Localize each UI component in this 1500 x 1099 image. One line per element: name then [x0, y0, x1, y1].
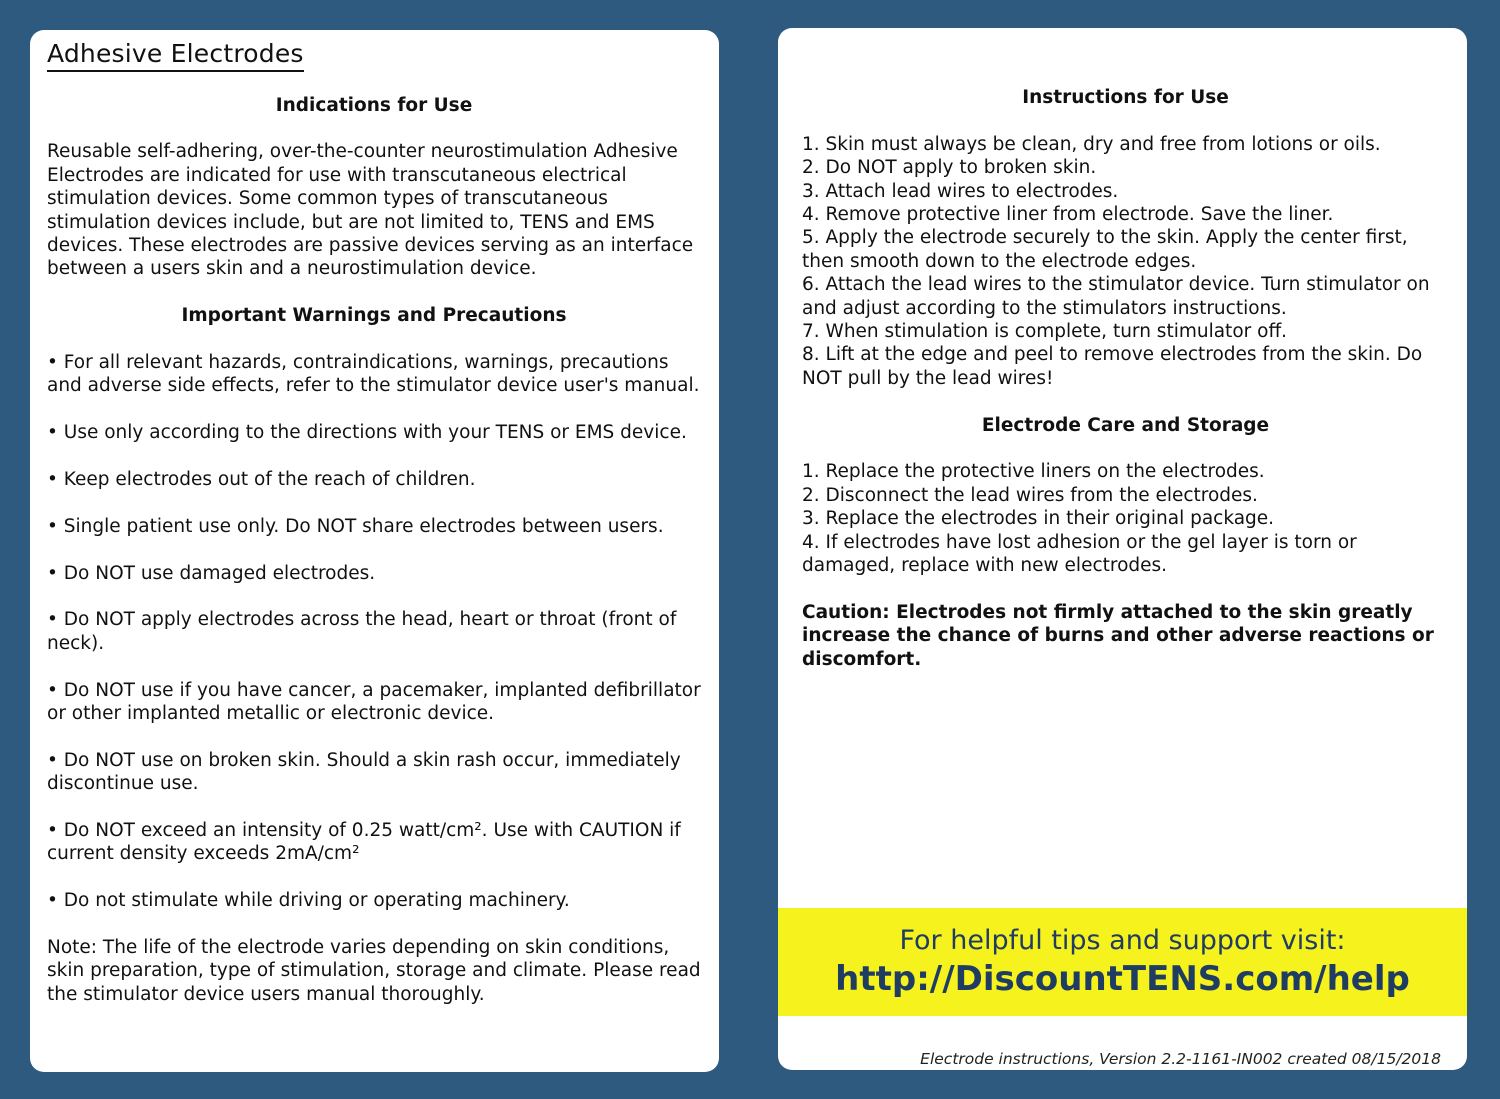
support-banner: [778, 908, 1467, 1016]
spacer: [47, 72, 701, 94]
care-step: 2. Disconnect the lead wires from the electrodes.: [802, 484, 1258, 506]
instruction-step: 6. Attach the lead wires to the stimulator device. Turn stimulator on and adjust according to the stimulators instructions.: [802, 274, 1430, 319]
spacer: [47, 398, 701, 421]
warning-item: • Do NOT apply electrodes across the head, heart or throat (front of neck).: [47, 609, 677, 654]
instructions-list: [802, 133, 1449, 390]
warning-item: • Do not stimulate while driving or operating machinery.: [47, 890, 570, 912]
support-text: For helpful tips and support visit:: [899, 925, 1346, 956]
caution-text: Caution: Electrodes not firmly attached to the skin greatly increase the chance of burns and other adverse reactions or discomfort.: [802, 601, 1434, 670]
spacer: [47, 725, 701, 748]
right-panel: [778, 28, 1467, 1070]
support-link[interactable]: http://DiscountTENS.com/help: [835, 959, 1410, 999]
instruction-step: 3. Attach lead wires to electrodes.: [802, 180, 1119, 202]
care-heading: Electrode Care and Storage: [981, 414, 1270, 436]
warnings-list: [47, 351, 701, 936]
spacer: [47, 445, 701, 468]
indications-heading: Indications for Use: [275, 94, 473, 116]
spacer: [47, 796, 701, 819]
care-list: [802, 460, 1449, 577]
indications-text: Reusable self-adhering, over-the-counter neurostimulation Adhesive Electrodes are indicated for use with transcutaneous electrical stimulation devices. Some common types of transcutaneous stimulation devices include, but are not limited to, TENS and EMS devices. These electrodes are passive devices serving as an interface between a users skin and a neurostimulation device.: [47, 141, 694, 280]
spacer: [802, 577, 1449, 600]
spacer: [47, 866, 701, 889]
warning-item: • Do NOT use on broken skin. Should a skin rash occur, immediately discontinue use.: [47, 749, 681, 795]
instructions-heading: Instructions for Use: [1022, 87, 1229, 108]
document-title: Adhesive Electrodes: [47, 40, 304, 72]
warning-item: • Single patient use only. Do NOT share electrodes between users.: [47, 515, 664, 537]
spacer: [47, 655, 701, 678]
instruction-step: 7. When stimulation is complete, turn stimulator off.: [802, 321, 1288, 343]
left-panel: [30, 30, 719, 1072]
warnings-heading: Important Warnings and Precautions: [181, 305, 567, 327]
version-note: Electrode instructions, Version 2.2-1161-IN002 created 08/15/2018: [920, 1050, 1441, 1068]
warning-item: • Do NOT use damaged electrodes.: [47, 562, 376, 584]
instruction-step: 8. Lift at the edge and peel to remove electrodes from the skin. Do NOT pull by the lead wires!: [802, 344, 1423, 389]
care-step: 1. Replace the protective liners on the electrodes.: [802, 461, 1265, 483]
spacer: [802, 390, 1449, 413]
instruction-step: 5. Apply the electrode securely to the skin. Apply the center first, then smooth down to the electrode edges.: [802, 227, 1408, 272]
spacer: [47, 117, 701, 140]
warning-item: • Do NOT use if you have cancer, a pacemaker, implanted defibrillator or other implanted metallic or electronic device.: [47, 679, 701, 724]
electrode-life-note: Note: The life of the electrode varies depending on skin conditions, skin preparation, type of stimulation, storage and climate. Please read the stimulator device users manual thoroughly.: [47, 936, 701, 1005]
spacer: [47, 913, 701, 936]
spacer: [802, 437, 1449, 460]
care-step: 3. Replace the electrodes in their original package.: [802, 508, 1275, 530]
warning-item: • Do NOT exceed an intensity of 0.25 watt/cm². Use with CAUTION if current density exceeds 2mA/cm²: [47, 819, 681, 865]
care-step: 4. If electrodes have lost adhesion or the gel layer is torn or damaged, replace with new electrodes.: [802, 531, 1357, 577]
instruction-step: 2. Do NOT apply to broken skin.: [802, 157, 1097, 179]
spacer: [47, 281, 701, 304]
spacer: [47, 538, 701, 561]
spacer: [47, 328, 701, 351]
spacer: [47, 491, 701, 514]
instruction-step: 4. Remove protective liner from electrode. Save the liner.: [802, 204, 1334, 226]
spacer: [802, 109, 1449, 132]
warning-item: • For all relevant hazards, contraindications, warnings, precautions and adverse side effects, refer to the stimulator device user's manual.: [47, 351, 700, 397]
warning-item: • Keep electrodes out of the reach of children.: [47, 468, 476, 490]
instruction-step: 1. Skin must always be clean, dry and free from lotions or oils.: [802, 133, 1381, 155]
spacer: [47, 585, 701, 608]
warning-item: • Use only according to the directions with your TENS or EMS device.: [47, 422, 687, 444]
